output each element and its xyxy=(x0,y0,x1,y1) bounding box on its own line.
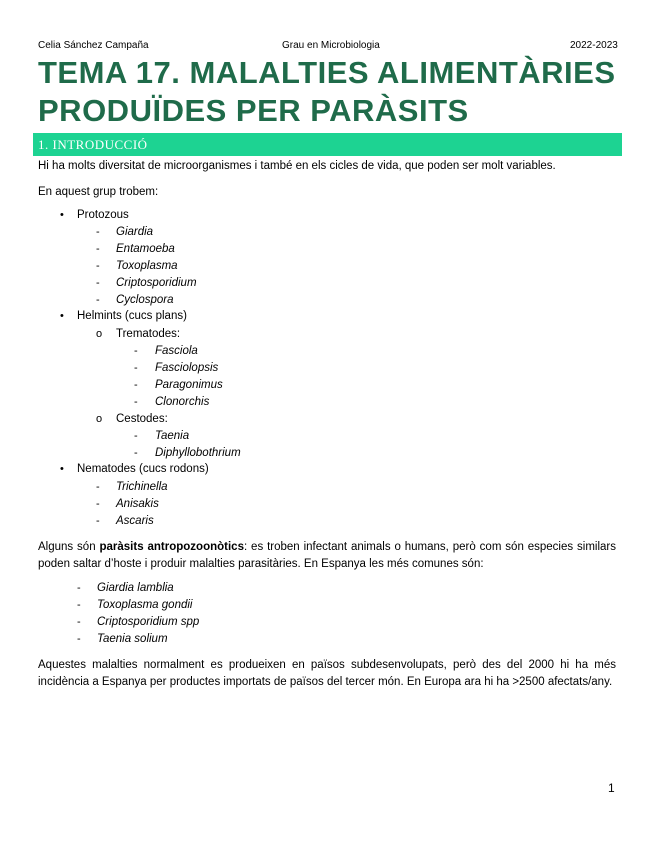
bullet-icon: • xyxy=(60,310,64,322)
page-number: 1 xyxy=(608,781,615,795)
list-item: Cyclospora xyxy=(116,294,174,306)
dash-icon: - xyxy=(134,447,138,459)
list-item: Taenia solium xyxy=(97,633,168,645)
dash-icon: - xyxy=(96,243,100,255)
list-item: Entamoeba xyxy=(116,243,175,255)
bullet-icon: • xyxy=(60,209,64,221)
circle-icon: o xyxy=(96,328,103,340)
dash-icon: - xyxy=(134,396,138,408)
title-line-1: TEMA 17. MALALTIES ALIMENTÀRIES xyxy=(38,55,616,90)
list-item: Toxoplasma gondii xyxy=(97,599,193,611)
list-item: Taenia xyxy=(155,430,190,442)
subgroup-trematodes: Trematodes: xyxy=(116,328,181,340)
dash-icon: - xyxy=(77,582,81,594)
dash-icon: - xyxy=(96,277,100,289)
group-nematodes: Nematodes (cucs rodons) xyxy=(77,463,209,475)
section-heading: 1. INTRODUCCIÓ xyxy=(38,137,148,152)
list-item: Anisakis xyxy=(116,498,159,510)
bullet-icon: • xyxy=(60,463,64,475)
zoonotics-pre: Alguns són xyxy=(38,541,100,553)
header-author: Celia Sánchez Campaña xyxy=(38,40,149,51)
list-item: Clonorchis xyxy=(155,396,210,408)
dash-icon: - xyxy=(96,481,100,493)
circle-icon: o xyxy=(96,413,103,425)
list-item: Ascaris xyxy=(116,515,154,527)
zoonotics-paragraph xyxy=(38,539,616,573)
dash-icon: - xyxy=(134,430,138,442)
dash-icon: - xyxy=(134,379,138,391)
list-item: Criptosporidium xyxy=(116,277,197,289)
group-helmints: Helmints (cucs plans) xyxy=(77,310,187,322)
dash-icon: - xyxy=(77,616,81,628)
list-item: Paragonimus xyxy=(155,379,223,391)
section-heading-bar xyxy=(33,133,622,156)
header-course: Grau en Microbiologia xyxy=(282,40,380,51)
closing-paragraph: Aquestes malalties normalment es produeixen en països subdesenvolupats, però des del 2000 hi ha més incidència a Espanya per productes importats de països del tercer món. En Europa ara hi ha >2500 afectats/any. xyxy=(38,659,616,688)
zoonotics-term: paràsits antropozoonòtics xyxy=(99,541,244,553)
dash-icon: - xyxy=(134,362,138,374)
dash-icon: - xyxy=(96,515,100,527)
dash-icon: - xyxy=(96,498,100,510)
dash-icon: - xyxy=(77,599,81,611)
list-item: Fasciolopsis xyxy=(155,362,219,374)
subgroup-cestodes: Cestodes: xyxy=(116,413,168,425)
zoonotics-post: : es troben infectant animals o humans, però com són especies similars poden saltar d’hoste i produir malalties parasitàries. En Espanya les més comunes són: xyxy=(38,541,616,570)
dash-icon: - xyxy=(96,260,100,272)
title-line-2: PRODUÏDES PER PARÀSITS xyxy=(38,93,469,128)
dash-icon: - xyxy=(134,345,138,357)
intro-lead: En aquest grup trobem: xyxy=(38,186,159,198)
list-item: Giardia lamblia xyxy=(97,582,174,594)
dash-icon: - xyxy=(77,633,81,645)
page-title xyxy=(38,54,616,130)
list-item: Diphyllobothrium xyxy=(155,447,241,459)
list-item: Fasciola xyxy=(155,345,198,357)
dash-icon: - xyxy=(96,294,100,306)
group-protozous: Protozous xyxy=(77,209,129,221)
list-item: Criptosporidium spp xyxy=(97,616,200,628)
intro-paragraph: Hi ha molts diversitat de microorganismes i també en els cicles de vida, que poden ser molt variables. xyxy=(38,160,556,172)
list-item: Trichinella xyxy=(116,481,168,493)
dash-icon: - xyxy=(96,226,100,238)
header-year: 2022-2023 xyxy=(570,40,618,51)
list-item: Giardia xyxy=(116,226,154,238)
list-item: Toxoplasma xyxy=(116,260,178,272)
